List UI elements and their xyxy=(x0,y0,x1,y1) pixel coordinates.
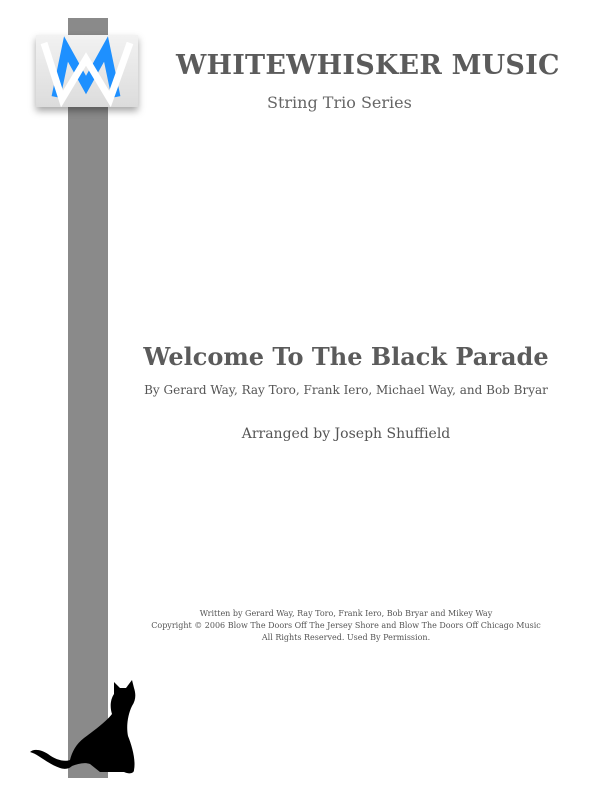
composer-credits: By Gerard Way, Ray Toro, Frank Iero, Michael Way, and Bob Bryar xyxy=(144,383,548,397)
copyright-line: Written by Gerard Way, Ray Toro, Frank Iero, Bob Bryar and Mikey Way xyxy=(199,609,493,618)
cat-silhouette-icon xyxy=(28,680,152,780)
publisher-name: WHITEWHISKER MUSIC xyxy=(176,50,560,81)
wm-logo-icon xyxy=(36,35,138,107)
publisher-logo xyxy=(36,35,138,107)
copyright-line: All Rights Reserved. Used By Permission. xyxy=(261,633,431,642)
arranger-credit: Arranged by Joseph Shuffield xyxy=(241,426,451,442)
side-bar xyxy=(68,18,108,778)
series-name: String Trio Series xyxy=(267,93,412,112)
copyright-notice xyxy=(0,608,612,644)
copyright-line: Copyright © 2006 Blow The Doors Off The Jersey Shore and Blow The Doors Off Chicago Music xyxy=(151,621,541,630)
piece-title: Welcome To The Black Parade xyxy=(143,342,549,371)
